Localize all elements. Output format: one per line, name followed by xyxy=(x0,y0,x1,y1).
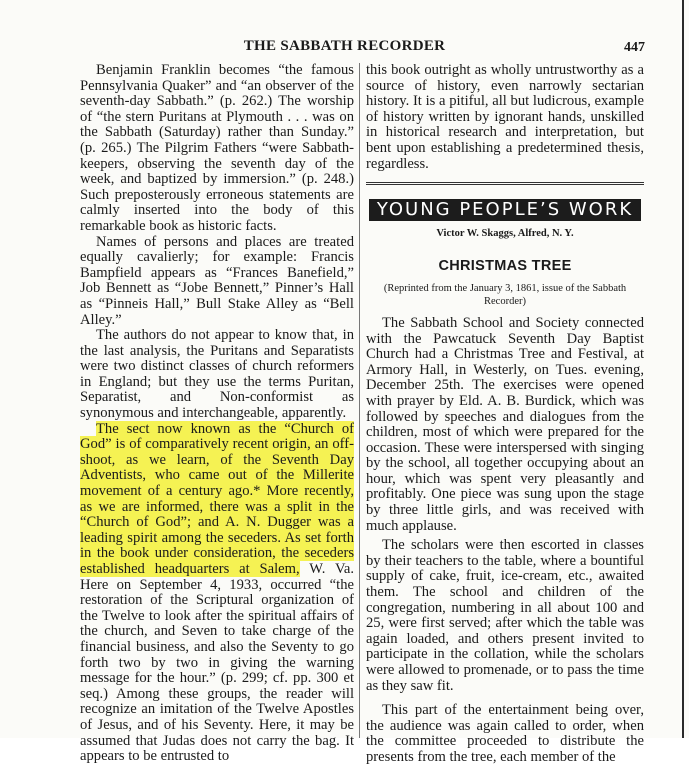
column-divider xyxy=(359,63,360,738)
byline: Victor W. Skaggs, Alfred, N. Y. xyxy=(436,227,574,239)
right-paragraph-3: The scholars were then escorted in classes by their teachers to the table, where a bountiful supply of cake, fruit, ice-cream, etc., awaited them. The school and children of the congregation, numbering in all about 100 and 25, were first served; after which the table was again loaded, and others present invited to participate in the collation, while the scholars were allowed to promenade, or to pass the time as they saw fit. xyxy=(366,537,644,694)
left-paragraph-4-rest: W. Va. Here on September 4, 1933, occurred “the restoration of the Scriptural organization of the Twelve to look after the spiritual affairs of the church, and Seven to take charge of the financial business, and also the Seventy to go forth two by two in giving the warning message for the hour.” (p. 299; cf. pp. 300 et seq.) Among these groups, the reader will recognize an imitation of the Twelve Apostles of Jesus, and of his Seventy. Here, it may be assumed that Judas does not carry the bag. It appears to be entrusted to xyxy=(80,561,354,765)
section-banner: YOUNG PEOPLE’S WORK xyxy=(369,199,641,221)
page-number: 447 xyxy=(624,40,645,55)
reprint-note: (Reprinted from the January 3, 1861, issue of the Sabbath Recorder) xyxy=(383,282,627,307)
right-paragraph-4: This part of the entertainment being over, the audience was again called to order, when the committee proceeded to distribute the presents from the tree, each member of the xyxy=(366,702,644,765)
right-paragraph-1: this book outright as wholly untrustworthy as a source of history, even narrowly sectarian history. It is a pitiful, all but ludicrous, example of history written by ignorant hands, unskilled in historical research and interpretation, but bent upon establishing a predetermined thesis, regardless. xyxy=(366,62,644,172)
highlighted-text: an off-shoot, as we learn, of the Seventh Day Adventists, who came out of the Millerite movement of a century ago.* More recently, as we are informed, there was a split in the “Church of God”; and A. N. Dugger was a leading spirit among the seceders. As set forth in the book under consideration, the seceders established headquarters at Salem, xyxy=(80,436,355,577)
left-paragraph-2: Names of persons and places are treated equally cavalierly; for example: Francis Bampfield appears as “Frances Banefield,” Job Bennett as “Jobe Bennett,” Pinner’s Hall as “Pinneis Hall,” Bull Stake Alley as “Bell Alley.” xyxy=(80,233,354,328)
left-paragraph-1: Benjamin Franklin becomes “the famous Pennsylvania Quaker” and “an observer of the seventh-day Sabbath.” (p. 262.) The worship of “the stern Puritans at Plymouth . . . was on the Sabbath (Saturday) rather than Sunday.” (p. 265.) The Pilgrim Fathers “were Sabbath-keepers, observing the seventh day of the week, and baptized by immersion.” (p. 248.) Such preposterously erroneous statements are calmly inserted into the body of this remarkable book as historic facts. xyxy=(80,62,354,234)
section-separator xyxy=(366,182,644,185)
right-column xyxy=(366,63,644,766)
left-paragraph-4 xyxy=(80,422,354,765)
right-paragraph-2: The Sabbath School and Society connected with the Pawcatuck Seventh Day Baptist Church had a Christmas Tree and Festival, at Armory Hall, in Westerly, on Tues. evening, December 25th. The exercises were opened with prayer by Eld. A. B. Burdick, which was followed by speeches and dialogues from the children, most of which were prepared for the occasion. These were interspersed with singing by the school, all together occupying about an hour, which was spent very pleasantly and profitably. One piece was sung upon the stage by three little girls, and was received with much applause. xyxy=(366,314,644,534)
running-header-title: THE SABBATH RECORDER xyxy=(243,38,446,54)
binding-edge-line xyxy=(682,0,684,738)
left-column xyxy=(80,63,354,765)
highlighted-underlined-text: The sect now known as the “Church of God” is of comparatively recent origin, xyxy=(80,420,354,453)
left-paragraph-3: The authors do not appear to know that, in the last analysis, the Puritans and Separatists were two distinct classes of church reformers in England; but they use the terms Puritan, Separatist, and Non-conformist as synonymous and interchangeable, apparently. xyxy=(80,327,354,422)
article-title: CHRISTMAS TREE xyxy=(438,258,572,275)
